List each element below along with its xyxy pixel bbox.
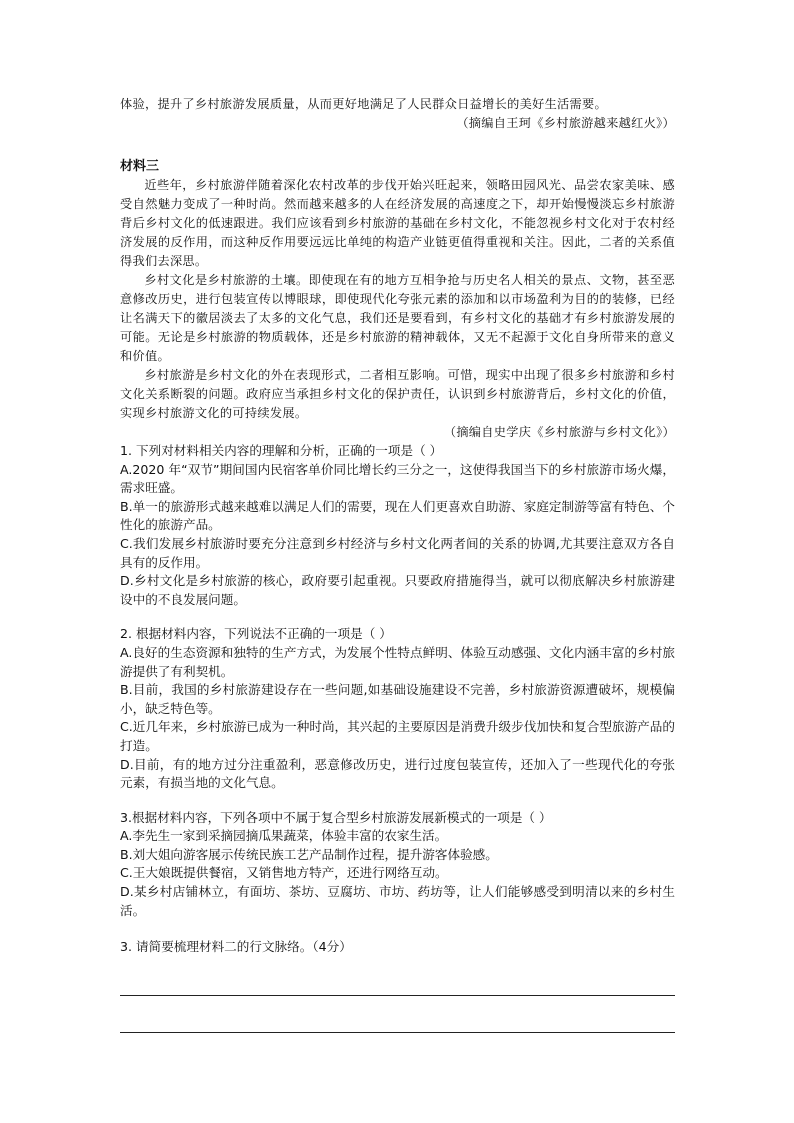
material3-paragraph: 乡村文化是乡村旅游的土壤。即使现在有的地方互相争抢与历史名人相关的景点、文物，甚至恶意修改历史，进行包装宣传以博眼球，即使现代化夸张元素的添加和以市场盈利为目的的装修，已经让名满天下的徽居淡去了太多的文化气息，我们还是要看到，有乡村文化的基础才有乡村旅游发展的可能。无论是乡村旅游的物质载体，还是乡村旅游的精神载体，又无不起源于文化自身所带来的意义和价值。 xyxy=(120,273,675,363)
answer-line[interactable] xyxy=(120,995,675,996)
question-stem: 1. 下列对材料相关内容的理解和分析，正确的一项是（ ） xyxy=(120,443,443,458)
option-b[interactable]: B.刘大姐向游客展示传统民族工艺产品制作过程，提升游客体验感。 xyxy=(120,846,498,862)
material3-source: （摘编自史学庆《乡村旅游与乡村文化》） xyxy=(443,425,675,439)
option-b[interactable]: B.单一的旅游形式越来越难以满足人们的需要，现在人们更喜欢自助游、家庭定制游等富有特色、个性化的旅游产品。 xyxy=(120,498,675,533)
option-b[interactable]: B.目前，我国的乡村旅游建设存在一些问题,如基础设施建设不完善，乡村旅游资源遭破坏，规模偏小，缺乏特色等。 xyxy=(120,682,675,716)
answer-line[interactable] xyxy=(120,1032,675,1033)
material2-tail-text: 体验，提升了乡村旅游发展质量，从而更好地满足了人民群众日益增长的美好生活需要。 xyxy=(120,97,608,111)
question-1 xyxy=(120,442,675,609)
option-c[interactable]: C.王大娘既提供餐宿，又销售地方特产，还进行网络互动。 xyxy=(120,865,448,881)
question-3 xyxy=(120,809,675,921)
option-a[interactable]: A.李先生一家到采摘园摘瓜果蔬菜，体验丰富的农家生活。 xyxy=(120,828,448,844)
option-d[interactable]: D.乡村文化是乡村旅游的核心，政府要引起重视。只要政府措施得当，就可以彻底解决乡村旅游建设中的不良发展问题。 xyxy=(120,573,675,607)
option-c[interactable]: C.近几年来，乡村旅游已成为一种时尚，其兴起的主要原因是消费升级步伐加快和复合型旅游产品的打造。 xyxy=(120,719,675,753)
option-a[interactable]: A.2020 年“双节”期间国内民宿客单价同比增长约三分之一，这使得我国当下的乡村旅游市场火爆，需求旺盛。 xyxy=(120,461,675,496)
exam-page xyxy=(120,95,675,1033)
question-stem: 3. 请简要梳理材料二的行文脉络。（4分） xyxy=(120,939,352,955)
material2-source: （摘编自王珂《乡村旅游越来越红火》） xyxy=(456,116,675,130)
material3-paragraph: 乡村旅游是乡村文化的外在表现形式，二者相互影响。可惜，现实中出现了很多乡村旅游和乡村文化关系断裂的问题。政府应当承担乡村文化的保护责任，认识到乡村旅游背后，乡村文化的价值，实现乡村旅游文化的可持续发展。 xyxy=(120,368,675,420)
question-stem: 2. 根据材料内容，下列说法不正确的一项是（ ） xyxy=(120,626,392,642)
material3-heading: 材料三 xyxy=(120,159,160,174)
option-a[interactable]: A.良好的生态资源和独特的生产方式，为发展个性特点鲜明、体验互动感强、文化内涵丰富的乡村旅游提供了有利契机。 xyxy=(120,644,675,679)
option-d[interactable]: D.目前，有的地方过分注重盈利，恶意修改历史，进行过度包装宣传，还加入了一些现代化的夸张元素，有损当地的文化气息。 xyxy=(120,756,675,791)
option-d[interactable]: D.某乡村店铺林立，有面坊、茶坊、豆腐坊、市坊、药坊等，让人们能够感受到明清以来的乡村生活。 xyxy=(120,884,675,918)
question-short-answer xyxy=(120,938,675,1033)
option-c[interactable]: C.我们发展乡村旅游时要充分注意到乡村经济与乡村文化两者间的关系的协调,尤其要注意双方各自具有的反作用。 xyxy=(120,535,675,570)
question-2 xyxy=(120,625,675,792)
material3-paragraph: 近些年，乡村旅游伴随着深化农村改革的步伐开始兴旺起来，领略田园风光、品尝农家美味、感受自然魅力变成了一种时尚。然而越来越多的人在经济发展的高速度之下，却开始慢慢淡忘乡村旅游背后乡村文化的低速跟进。我们应该看到乡村旅游的基础在乡村文化，不能忽视乡村文化对于农村经济发展的反作用，而这种反作用要远远比单纯的构造产业链更值得重视和关注。因此，二者的关系值得我们去深思。 xyxy=(120,178,675,268)
question-stem: 3.根据材料内容，下列各项中不属于复合型乡村旅游发展新模式的一项是（ ） xyxy=(120,809,552,825)
